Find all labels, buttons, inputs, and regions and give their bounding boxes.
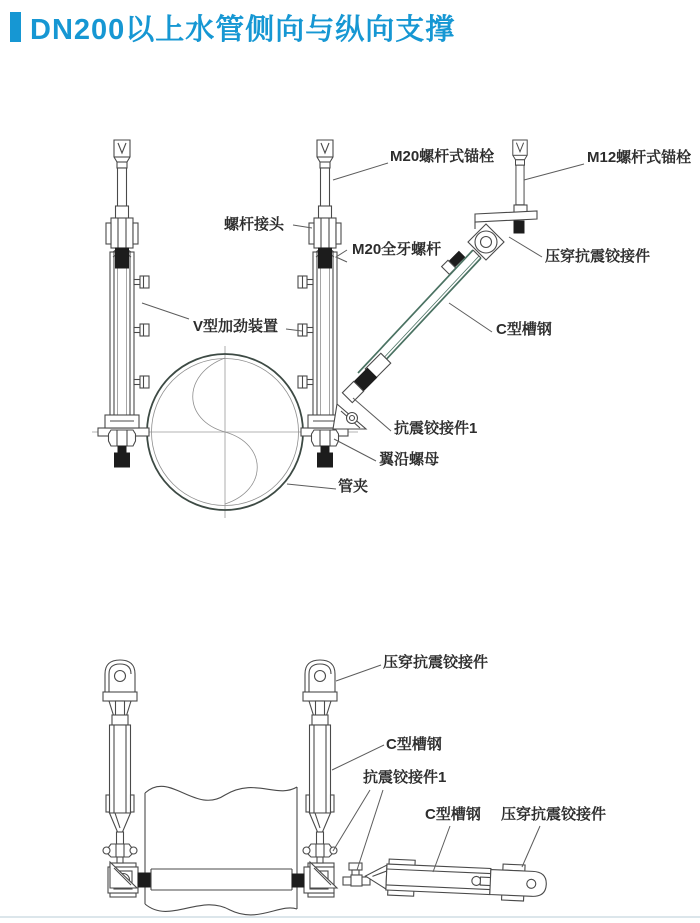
pipe-elevation <box>145 786 297 915</box>
right-hanger <box>303 660 337 888</box>
clamp-band <box>108 863 334 897</box>
label-wing-nut: 翼沿螺母 <box>379 451 440 468</box>
label-m20-anchor-bolt: M20螺杆式锚栓 <box>390 148 495 165</box>
bottom-diagram <box>103 660 547 915</box>
label-c-channel-b2: C型槽钢 <box>425 806 481 823</box>
diagonal-brace-assembly <box>333 140 537 429</box>
gusset-hinge-plate <box>333 404 366 429</box>
hinge-hardware <box>343 863 370 886</box>
side-bolts <box>298 276 313 388</box>
section-divider <box>0 916 700 918</box>
label-crush-hinge: 压穿抗震铰接件 <box>545 248 651 265</box>
page-title: DN200以上水管侧向与纵向支撑 <box>30 14 456 46</box>
label-c-channel-top: C型槽钢 <box>496 321 552 338</box>
label-m12-anchor-bolt: M12螺杆式锚栓 <box>587 149 692 166</box>
label-seismic-hinge-1-b: 抗震铰接件1 <box>363 769 447 786</box>
label-seismic-hinge-1: 抗震铰接件1 <box>394 420 478 437</box>
label-crush-hinge-b-top: 压穿抗震铰接件 <box>383 654 489 671</box>
label-v-stiffener: V型加劲装置 <box>193 318 279 335</box>
label-rod-joint: 螺杆接头 <box>224 216 285 233</box>
label-pipe-clamp: 管夹 <box>338 478 369 495</box>
left-hanger <box>103 660 137 888</box>
label-m20-thread-rod: M20全牙螺杆 <box>352 241 442 258</box>
label-crush-hinge-b-right: 压穿抗震铰接件 <box>501 806 607 823</box>
side-bolts <box>134 276 149 388</box>
longitudinal-brace <box>365 858 547 902</box>
label-c-channel-b1: C型槽钢 <box>386 736 442 753</box>
